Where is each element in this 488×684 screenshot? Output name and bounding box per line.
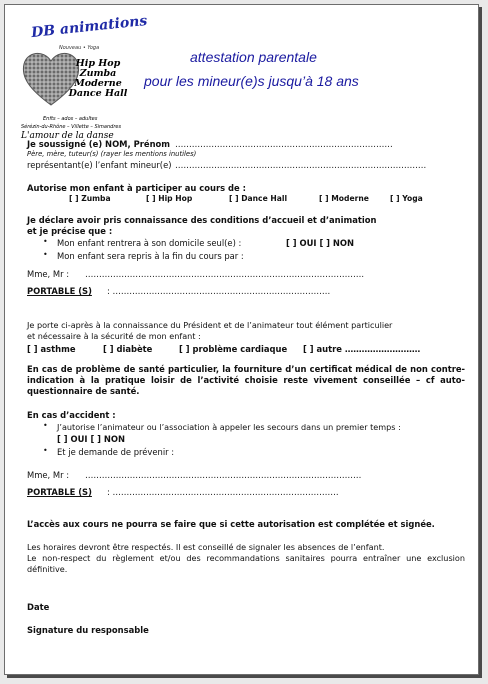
hours-notice: Les horaires devront être respectés. Il est conseillé de signaler les absences de l’enfant. xyxy=(27,542,385,552)
bullet-icon: • xyxy=(43,421,48,430)
health-cardiac-checkbox[interactable]: [ ] problème cardiaque xyxy=(179,344,288,354)
health-asthma-checkbox[interactable]: [ ] asthme xyxy=(27,344,76,354)
name-field[interactable]: …………………………………………………………………… xyxy=(175,139,393,149)
accident-heading: En cas d’accident : xyxy=(27,410,116,420)
relation-note: Père, mère, tuteur(s) (rayer les mentions inutiles) xyxy=(27,150,197,158)
signature-label: Signature du responsable xyxy=(27,625,149,635)
health-intro-line1: Je porte ci-après à la connaissance du Président et de l’animateur tout élément particulier xyxy=(27,320,393,330)
rules-notice: Le non-respect du règlement et/ou des recommandations sanitaires pourra entraîner une exclusion définitive. xyxy=(27,553,465,574)
course-zumba-checkbox[interactable]: [ ] Zumba xyxy=(69,194,111,203)
logo-tagline: Nouveau • Yoga xyxy=(59,45,100,51)
representative-field[interactable]: ……………………………………………………………………………… xyxy=(175,160,427,170)
name-label: Je soussigné (e) NOM, Prénom xyxy=(27,139,171,149)
course-yoga-checkbox[interactable]: [ ] Yoga xyxy=(390,194,423,203)
notify-person-label: Mme, Mr : xyxy=(27,470,70,480)
bullet-icon: • xyxy=(43,237,48,246)
notify-label: Et je demande de prévenir : xyxy=(57,447,175,457)
logo-brand: DB animations xyxy=(30,12,149,42)
return-home-choice[interactable]: [ ] OUI [ ] NON xyxy=(286,238,355,248)
pickup-person-label: Mme, Mr : xyxy=(27,269,70,279)
course-dancehall-checkbox[interactable]: [ ] Dance Hall xyxy=(229,194,288,203)
access-notice: L’accès aux cours ne pourra se faire que si cette autorisation est complétée et signée. xyxy=(27,519,435,529)
date-label: Date xyxy=(27,602,50,612)
emergency-portable-label: PORTABLE (S) xyxy=(27,487,92,497)
health-diabetes-checkbox[interactable]: [ ] diabète xyxy=(103,344,153,354)
pickup-person-field[interactable]: ………………………………………………………………………………………. xyxy=(85,269,365,279)
pickup-label: Mon enfant sera repris à la fin du cours par : xyxy=(57,251,244,261)
course-hiphop-checkbox[interactable]: [ ] Hip Hop xyxy=(146,194,193,203)
representative-label: représentant(e) l’enfant mineur(e) xyxy=(27,160,172,170)
logo-slogan: L'amour de la danse xyxy=(21,131,114,141)
emergency-label: J’autorise l’animateur ou l’association à appeler les secours dans un premier temps : xyxy=(57,422,401,432)
db-animations-logo xyxy=(19,12,149,141)
return-home-label: Mon enfant rentrera à son domicile seul(e) : xyxy=(57,238,242,248)
conditions-line2: et je précise que : xyxy=(27,226,113,236)
portable-field[interactable]: : …………………………………………………………………… xyxy=(107,286,331,296)
logo-cities: Sérézin-du-Rhône – Villette – Simandres xyxy=(21,124,122,130)
logo-ages: Enfts – ados – adultes xyxy=(43,116,98,122)
course-moderne-checkbox[interactable]: [ ] Moderne xyxy=(319,194,369,203)
bullet-icon: • xyxy=(43,250,48,259)
document-subtitle: pour les mineur(e)s jusqu’à 18 ans xyxy=(144,73,359,89)
logo-styles: Hip Hop Zumba Moderne Dance Hall xyxy=(68,58,128,99)
health-other-checkbox[interactable]: [ ] autre ……………………… xyxy=(303,344,421,354)
courses-heading: Autorise mon enfant à participer au cours de : xyxy=(27,183,246,193)
health-intro-line2: et nécessaire à la sécurité de mon enfant : xyxy=(27,331,201,341)
portable-label: PORTABLE (S) xyxy=(27,286,92,296)
conditions-line1: Je déclare avoir pris connaissance des conditions d’accueil et d’animation xyxy=(27,215,377,225)
emergency-choice[interactable]: [ ] OUI [ ] NON xyxy=(57,434,126,444)
notify-person-field[interactable]: ……………………………………………………………………………………… xyxy=(85,470,362,480)
medical-certificate-note: En cas de problème de santé particulier, la fourniture d’un certificat médical de non contre-indication à la pratique loisir de l’activité choisie reste vivement conseillée – cf auto-questionnaire de santé. xyxy=(27,364,465,396)
document-title: attestation parentale xyxy=(190,49,317,65)
bullet-icon: • xyxy=(43,446,48,455)
emergency-portable-field[interactable]: : ……………………………………………………………………… xyxy=(107,487,339,497)
attestation-document xyxy=(4,4,479,675)
